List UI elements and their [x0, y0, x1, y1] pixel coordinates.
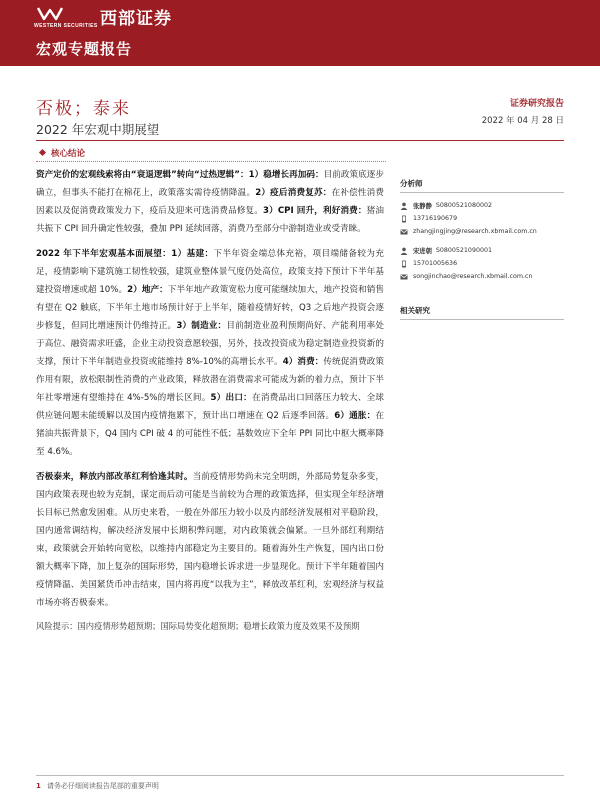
phone-icon	[400, 260, 408, 268]
paragraph-lead: 2）疫后消费复苏：	[255, 188, 332, 198]
paragraph-text: 在补偿性消费因素以及促消费政策发力下，疫后及迎来可选消费品修复。	[36, 188, 384, 216]
paragraph-outlook	[36, 166, 384, 238]
paragraph-text: 在猪油共振背景下，Q4 国内 CPI 破 4 的可能性不低；基数效应下全年 PPI 同比中枢大概率降至 4.6%。	[36, 411, 384, 457]
logo-chinese-text: 西部证券	[100, 9, 172, 29]
analyst-email-row	[400, 270, 564, 283]
paragraph-text: 当前疫情形势尚未完全明朗，外部局势复杂多变，国内政策表现也较为克制，谋定而后动可能是当前较为合理的政策选择，但实现全年经济增长目标已然愈发困难。从历史来看，一般在外部压力较小以及内部经济发展相对平稳阶段，国内通常调结构，解决经济发展中长期积弊问题，对内政策就会偏紧。一旦外部红利期结束，政策就会开始转向宽松，以维持内部稳定为主要目的。随着海外生产恢复，国内出口份额大概率下降，加上复杂的国际形势，国内稳增长诉求进一步显现化。预计下半年随着国内疫情降温、美国紧货币冲击结束，国内将再度“以我为主”，释放改革红利，宏观经济与权益市场亦将否极泰来。	[36, 472, 384, 608]
analyst-card	[400, 199, 564, 238]
sidebar	[400, 178, 564, 320]
paragraph-lead: 资产定价的宏观线索将由“衰退逻辑”转向“过热逻辑”：1）稳增长再加码：	[36, 170, 324, 180]
related-research-heading: 相关研究	[400, 305, 564, 320]
report-date: 2022 年 04 月 28 日	[481, 116, 564, 126]
paragraph-lead: 2022 年下半年宏观基本面展望：1）基建：	[36, 249, 214, 259]
paragraph-text: 在消费品出口回落压力较大、全球供应链问题未能缓解以及国内疫情拖累下，预计出口增速在 Q2 后逐季回落。	[36, 393, 384, 421]
paragraph-lead: 6）通胀：	[334, 411, 376, 421]
paragraph-lead: 2）地产：	[127, 285, 168, 295]
footer	[36, 781, 159, 791]
paragraph-text: 下半年地产政策宽松力度可能继续加大，地产投资和销售有望在 Q2 触底，下半年土地市场预计好于上半年，随着疫情好转，Q3 之后地产投资会逐步修复，但同比增速预计仍维持正。	[36, 285, 384, 331]
header-band	[0, 0, 600, 66]
paragraph-lead: 3）CPI 回升，利好消费：	[263, 206, 367, 216]
footer-divider	[36, 775, 564, 776]
analyst-name-row	[400, 199, 564, 212]
paragraph-text: 猪油共振下 CPI 回升确定性较强，叠加 PPI 延续回落，消费乃至部分中游制造业或受青睐。	[36, 206, 384, 234]
person-icon	[400, 247, 408, 255]
report-title: 否极；泰来	[36, 99, 131, 119]
paragraph-lead: 4）消费：	[282, 357, 324, 367]
person-icon	[400, 202, 408, 210]
paragraph-lead: 3）制造业：	[176, 321, 227, 331]
main-content	[36, 166, 384, 641]
paragraph-text: 下半年资金端总体充裕，项目端储备较为充足，疫情影响下建筑施工韧性较强，建筑业整体景气度仍处高位，政策支持下预计下半年基建投资增速或超 10%。	[36, 249, 384, 295]
section-heading-label: 核心结论	[51, 149, 86, 159]
analyst-phone-row	[400, 257, 564, 270]
phone-icon	[400, 215, 408, 223]
report-subtitle: 2022 年宏观中期展望	[36, 122, 160, 137]
analyst-phone: 13716190679	[413, 215, 458, 222]
section-divider	[36, 161, 386, 162]
analysts-heading: 分析师	[400, 178, 564, 193]
report-category: 宏观专题报告	[36, 40, 133, 58]
analyst-email[interactable]: songjinchao@research.xbmail.com.cn	[413, 273, 533, 280]
analyst-card	[400, 244, 564, 283]
diamond-bullet-icon	[39, 149, 46, 156]
analyst-name-row	[400, 244, 564, 257]
email-icon	[400, 273, 408, 281]
analyst-name: 宋进朝	[413, 248, 432, 255]
paragraph-lead: 5）出口：	[210, 393, 252, 403]
email-icon	[400, 228, 408, 236]
section-heading	[40, 147, 85, 159]
analyst-phone-row	[400, 212, 564, 225]
paragraph-reform	[36, 468, 384, 612]
analyst-phone: 15701005636	[413, 260, 458, 267]
analyst-license: S0800521080002	[435, 202, 492, 209]
footer-disclaimer: 请务必仔细阅读报告尾部的重要声明	[46, 782, 159, 790]
western-logo-icon	[36, 5, 64, 21]
paragraph-text: 目前政策底逐步确立，但事头不能打在棉花上，政策落实需待疫情降温。	[36, 170, 384, 198]
title-divider	[36, 140, 564, 141]
analyst-email[interactable]: zhangjingjing@research.xbmail.com.cn	[413, 228, 537, 235]
paragraph-fundamentals	[36, 245, 384, 461]
paragraph-text: 目前制造业盈利预期尚好、产能利用率处于高位、融资需求旺盛，企业主动投资意愿较强，另外，技改投资成为稳定制造业投资新的支撑，预计下半年制造业投资或能维持 8%-10%的高增长水平。	[36, 321, 384, 367]
paragraph-lead: 否极泰来，释放内部改革红利恰逢其时。	[36, 472, 193, 482]
analyst-license: S0800521090001	[435, 247, 492, 254]
paragraph-text: 传统促消费政策作用有限，放松限制性消费的产业政策，释放潜在消费需求可能成为新的着力点，预计下半年社零增速有望维持在 4%-5%的增长区间。	[36, 357, 384, 403]
report-type-label: 证券研究报告	[509, 99, 564, 109]
logo-english-text: WESTERN SECURITIES	[34, 23, 98, 29]
risk-warning: 风险提示：国内疫情形势超预期；国际局势变化超预期；稳增长政策力度及效果不及预期	[36, 621, 360, 631]
page-number: 1	[36, 782, 41, 790]
analyst-name: 张静静	[413, 203, 432, 210]
analyst-email-row	[400, 225, 564, 238]
